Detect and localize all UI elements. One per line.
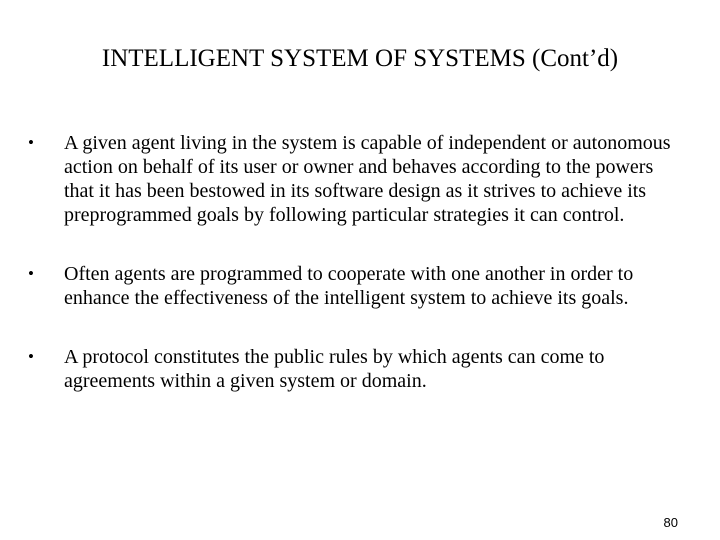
bullet-marker: • (28, 347, 34, 366)
bullet-text: Often agents are programmed to cooperate with one another in order to enhance the effectiveness of the intelligent system to achieve its goals. (64, 263, 634, 309)
bullet-list (28, 131, 678, 393)
bullet-item (28, 262, 678, 310)
bullet-marker: • (28, 133, 34, 152)
bullet-text: A given agent living in the system is capable of independent or autonomous action on behalf of its user or owner and behaves according to the powers that it has been bestowed in its software design as it strives to achieve its preprogrammed goals by following particular strategies it can control. (64, 132, 671, 226)
page-number: 80 (663, 515, 678, 530)
bullet-item (28, 345, 678, 393)
slide-title: INTELLIGENT SYSTEM OF SYSTEMS (Cont’d) (101, 45, 619, 72)
bullet-text: A protocol constitutes the public rules by which agents can come to agreements within a given system or domain. (64, 346, 605, 392)
bullet-item (28, 131, 678, 227)
bullet-marker: • (28, 264, 34, 283)
